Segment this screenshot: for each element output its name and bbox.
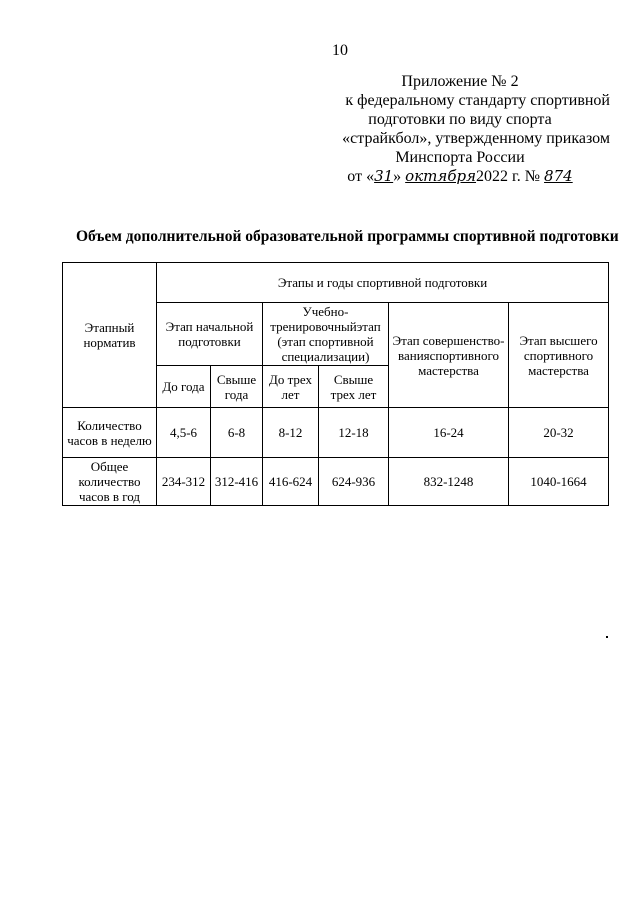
date-mid: » — [393, 168, 402, 185]
table-cell: 16-24 — [389, 408, 509, 458]
table-row — [63, 458, 609, 506]
document-title: Объем дополнительной образовательной программы спортивной подготовки — [76, 228, 619, 245]
date-prefix: от « — [347, 168, 375, 185]
sub-header-over-three: Свыше трех лет — [319, 366, 389, 408]
appendix-line-2: к федеральному стандарту спортивной — [345, 92, 610, 109]
table-cell: 234-312 — [157, 458, 211, 506]
sub-header-up-to-year: До года — [157, 366, 211, 408]
norms-table — [62, 262, 609, 506]
page-number: 10 — [332, 42, 348, 59]
table-cell: 416-624 — [263, 458, 319, 506]
date-year: 2022 г. № — [476, 168, 541, 185]
order-number-handwritten: 874 — [544, 167, 573, 185]
appendix-date-line — [310, 167, 610, 186]
row-label: Количество часов в неделю — [63, 408, 157, 458]
appendix-line-4: «страйкбол», утвержденному приказом — [342, 130, 610, 147]
table-cell: 4,5-6 — [157, 408, 211, 458]
sub-header-over-year: Свыше года — [211, 366, 263, 408]
table-cell: 624-936 — [319, 458, 389, 506]
table-row — [63, 408, 609, 458]
stage-initial-header: Этап начальной подготовки — [157, 303, 263, 366]
appendix-title: Приложение № 2 — [401, 73, 519, 90]
stage-highest-header: Этап высшего спортивного мастерства — [509, 303, 609, 408]
table-cell: 1040-1664 — [509, 458, 609, 506]
group-header-cell: Этапы и годы спортивной подготовки — [157, 263, 609, 303]
stage-training-header: Учебно-тренировочныйэтап (этап спортивной специализации) — [263, 303, 389, 366]
table-cell: 12-18 — [319, 408, 389, 458]
table-cell: 8-12 — [263, 408, 319, 458]
sub-header-up-to-three: До трех лет — [263, 366, 319, 408]
row-header-cell: Этапный норматив — [63, 263, 157, 408]
table-cell: 20-32 — [509, 408, 609, 458]
appendix-line-3: подготовки по виду спорта — [368, 111, 552, 128]
table-cell: 312-416 — [211, 458, 263, 506]
stage-improvement-header: Этап совершенство-ванияспортивного мастерства — [389, 303, 509, 408]
stray-mark — [606, 636, 608, 638]
date-day-handwritten: 31 — [374, 167, 394, 185]
appendix-line-5: Минспорта России — [395, 149, 525, 166]
row-label: Общее количество часов в год — [63, 458, 157, 506]
date-month-handwritten: октября — [405, 167, 477, 185]
table-cell: 6-8 — [211, 408, 263, 458]
appendix-block — [310, 72, 610, 186]
table-cell: 832-1248 — [389, 458, 509, 506]
